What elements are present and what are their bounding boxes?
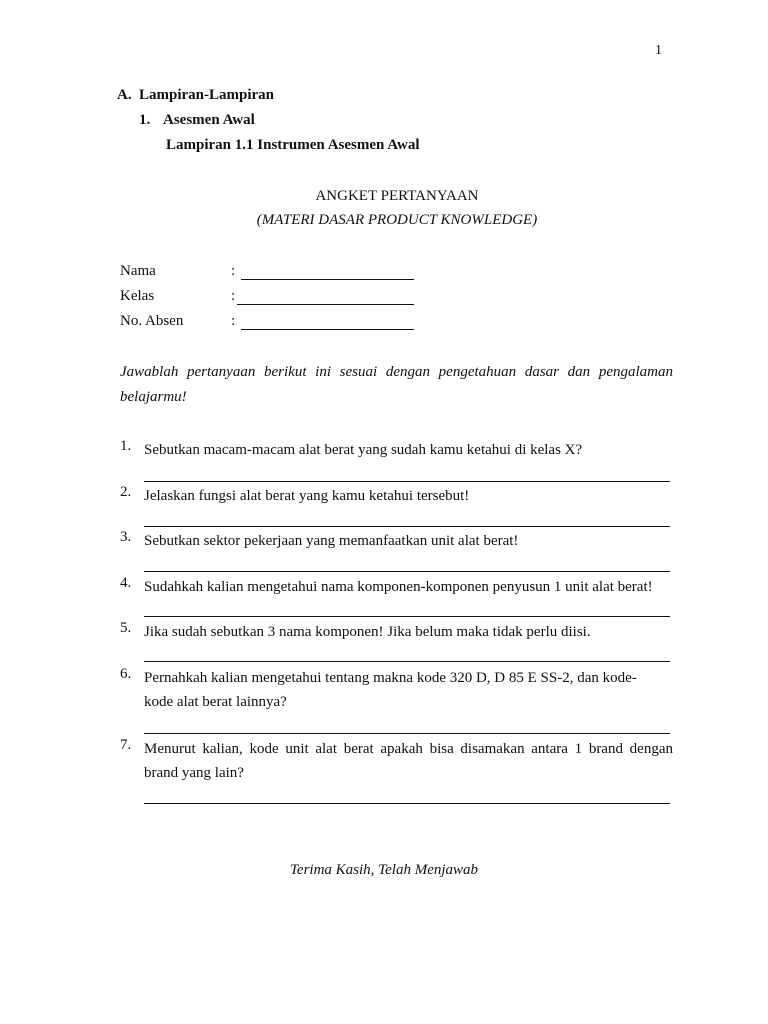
form-subtitle: (MATERI DASAR PRODUCT KNOWLEDGE): [256, 212, 538, 228]
question-number: 6.: [120, 666, 132, 682]
section-title: Lampiran-Lampiran: [139, 87, 275, 103]
appendix-title: Lampiran 1.1 Instrumen Asesmen Awal: [166, 137, 420, 153]
section-heading: [117, 87, 274, 104]
field-colon: :: [231, 263, 236, 279]
question-text: Sudahkah kalian mengetahui nama komponen-komponen penyusun 1 unit alat berat!: [144, 579, 653, 595]
answer-line-6[interactable]: [144, 717, 670, 734]
field-label: Kelas: [120, 288, 155, 304]
question-number: 2.: [120, 484, 132, 500]
subsection-title: Asesmen Awal: [163, 112, 255, 128]
subsection-heading: [139, 112, 255, 129]
instructions-text: Jawablah pertanyaan berikut ini sesuai dengan pengetahuan dasar dan pengalaman belajarmu!: [120, 364, 673, 405]
section-letter: A.: [117, 87, 132, 103]
field-label: Nama: [120, 263, 156, 279]
field-colon: :: [231, 288, 236, 304]
answer-line-4[interactable]: [144, 600, 670, 617]
field-label: No. Absen: [120, 313, 184, 329]
question-number: 7.: [120, 737, 132, 753]
question-number: 3.: [120, 529, 132, 545]
nama-input-line[interactable]: [241, 279, 414, 280]
question-text: Sebutkan macam-macam alat berat yang sudah kamu ketahui di kelas X?: [144, 442, 583, 458]
question-text: Pernahkah kalian mengetahui tentang makna kode 320 D, D 85 E SS-2, dan kode-kode alat berat lainnya?: [144, 670, 637, 710]
question-text: Jika sudah sebutkan 3 nama komponen! Jika belum maka tidak perlu diisi.: [144, 624, 591, 640]
field-colon: :: [231, 313, 236, 329]
form-title: ANGKET PERTANYAAN: [315, 188, 479, 204]
question-number: 5.: [120, 620, 132, 636]
question-number: 1.: [120, 438, 132, 454]
kelas-input-line[interactable]: [237, 304, 414, 305]
closing-text: Terima Kasih, Telah Menjawab: [289, 862, 479, 878]
answer-line-3[interactable]: [144, 555, 670, 572]
answer-line-1[interactable]: [144, 465, 670, 482]
question-text: Sebutkan sektor pekerjaan yang memanfaatkan unit alat berat!: [144, 533, 519, 549]
no-absen-input-line[interactable]: [241, 329, 414, 330]
answer-line-2[interactable]: [144, 510, 670, 527]
answer-line-7[interactable]: [144, 787, 670, 804]
subsection-number: 1.: [139, 112, 151, 128]
page-number: 1: [655, 43, 662, 58]
question-text: Menurut kalian, kode unit alat berat apakah bisa disamakan antara 1 brand dengan brand yang lain?: [144, 741, 673, 781]
answer-line-5[interactable]: [144, 645, 670, 662]
question-number: 4.: [120, 575, 132, 591]
question-text: Jelaskan fungsi alat berat yang kamu ketahui tersebut!: [144, 488, 470, 504]
